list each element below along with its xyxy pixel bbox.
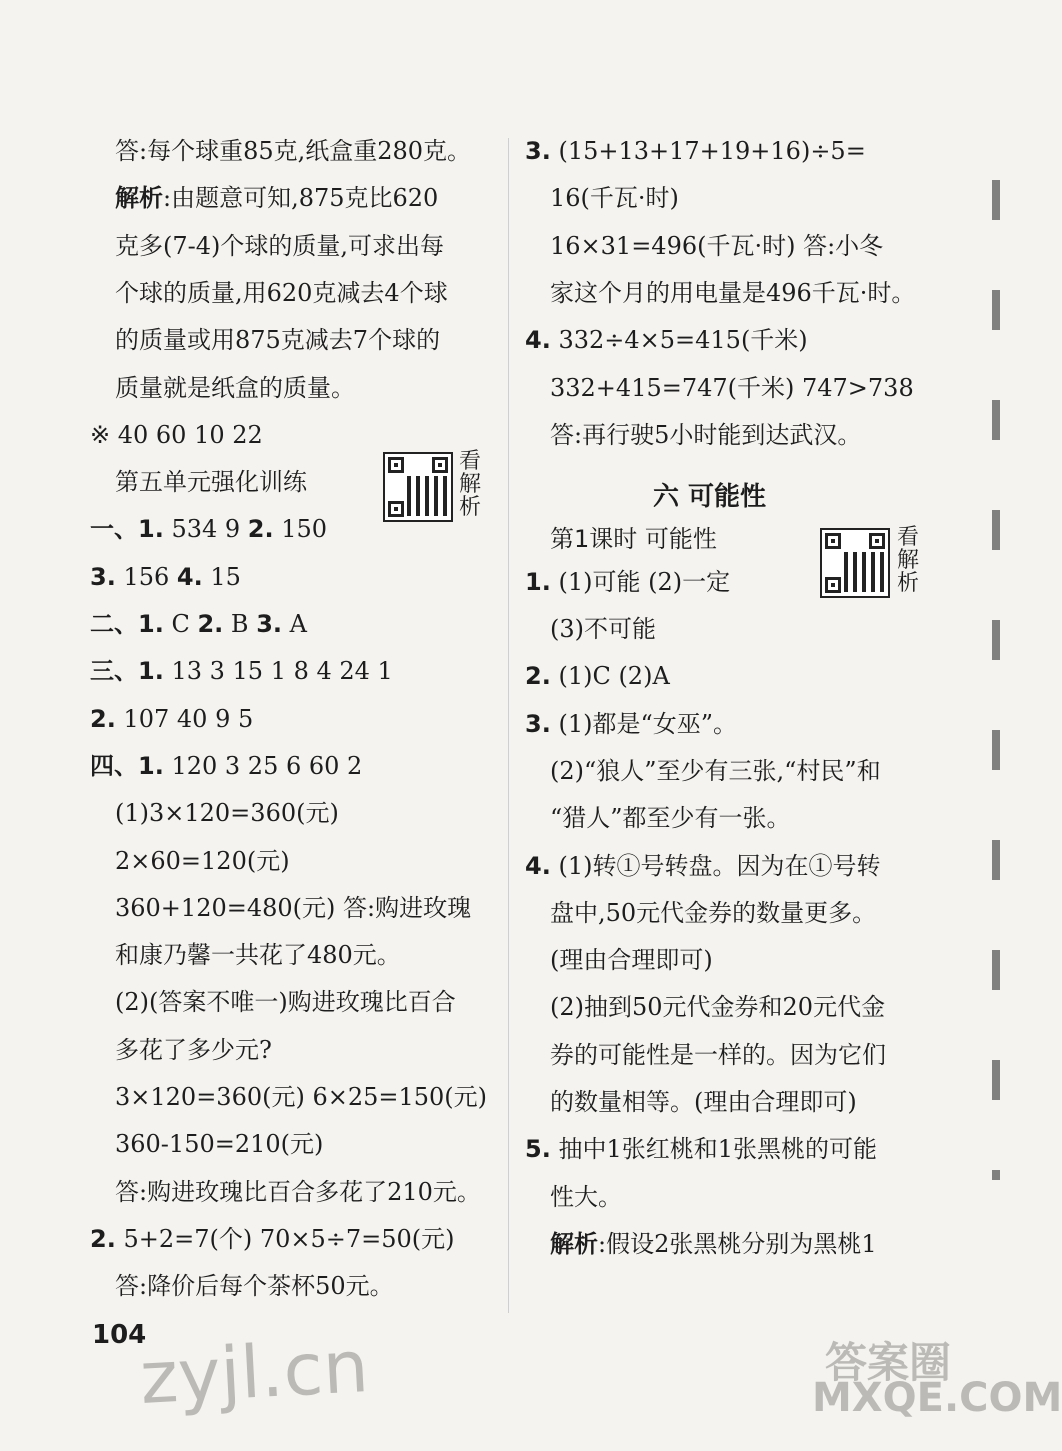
answer-line bbox=[90, 1270, 394, 1302]
line-text: 332+415=747(千米) 747>738 bbox=[550, 374, 914, 402]
answer-line bbox=[90, 939, 401, 971]
line-text: 360+120=480(元) 答:购进玫瑰 bbox=[115, 894, 472, 922]
answer-line bbox=[525, 1039, 886, 1071]
answer-line bbox=[525, 566, 730, 598]
item-number: 4. bbox=[525, 852, 551, 880]
qr-label: 看解析 bbox=[458, 449, 481, 520]
watermark-daanquan: 答案圈 bbox=[825, 1338, 952, 1387]
answer-line bbox=[525, 1086, 857, 1118]
answer-line bbox=[90, 608, 307, 640]
answer-line bbox=[525, 1228, 877, 1260]
line-text: 和康乃馨一共花了480元。 bbox=[115, 941, 401, 969]
line-text: C bbox=[163, 610, 198, 638]
item-number: 3. bbox=[525, 137, 551, 165]
line-text: B bbox=[223, 610, 257, 638]
line-text: (1)可能 (2)一定 bbox=[550, 568, 731, 596]
answer-line bbox=[90, 372, 355, 404]
item-number: 解析 bbox=[550, 1230, 598, 1258]
line-text: 第1课时 可能性 bbox=[550, 525, 717, 553]
item-number: 2. bbox=[247, 515, 274, 543]
answer-line bbox=[90, 561, 241, 593]
item-number: 5. bbox=[525, 1135, 551, 1163]
line-text: (2)“狼人”至少有三张,“村民”和 bbox=[550, 757, 881, 785]
item-number: 解析 bbox=[115, 184, 163, 212]
item-number: 3. bbox=[525, 710, 551, 738]
answer-line bbox=[90, 1223, 455, 1255]
subsection-title bbox=[90, 466, 307, 498]
answer-line bbox=[90, 655, 393, 687]
line-text: 券的可能性是一样的。因为它们 bbox=[550, 1041, 886, 1069]
item-number: 1. bbox=[525, 568, 551, 596]
item-number: 2. bbox=[525, 662, 551, 690]
answer-line bbox=[90, 703, 253, 735]
line-text: 120 3 25 6 60 2 bbox=[163, 752, 363, 780]
answer-line bbox=[90, 419, 263, 451]
line-text: 抽中1张红桃和1张黑桃的可能 bbox=[550, 1135, 877, 1163]
watermark-mxqe: MXQE.COM bbox=[812, 1375, 1062, 1421]
line-text: 534 9 bbox=[163, 515, 248, 543]
line-text: (15+13+17+19+16)÷5= bbox=[550, 137, 866, 165]
line-text: 360-150=210(元) bbox=[115, 1130, 324, 1158]
line-text: 六 可能性 bbox=[653, 482, 767, 512]
line-text: (1)C (2)A bbox=[550, 662, 670, 690]
answer-line bbox=[525, 324, 808, 356]
qr-code-icon[interactable] bbox=[820, 528, 890, 598]
line-text: 13 3 15 1 8 4 24 1 bbox=[163, 657, 393, 685]
line-text: (2)抽到50元代金券和20元代金 bbox=[550, 993, 886, 1021]
item-number: 二、1. bbox=[90, 610, 164, 638]
line-text: 盘中,50元代金券的数量更多。 bbox=[550, 899, 877, 927]
line-text: 16×31=496(千瓦·时) 答:小冬 bbox=[550, 232, 884, 260]
answer-line bbox=[525, 802, 791, 834]
answer-line bbox=[525, 135, 866, 167]
line-text: 的质量或用875克减去7个球的 bbox=[115, 326, 441, 354]
line-text: 2×60=120(元) bbox=[115, 847, 290, 875]
watermark-zyjl: zyjl.cn bbox=[137, 1324, 371, 1420]
answer-line bbox=[90, 845, 290, 877]
line-text: 个球的质量,用620克减去4个球 bbox=[115, 279, 448, 307]
item-number: 4. bbox=[176, 563, 203, 591]
item-number: 3. bbox=[256, 610, 283, 638]
answer-line bbox=[525, 277, 915, 309]
section-heading bbox=[653, 481, 766, 513]
answer-line bbox=[525, 944, 713, 976]
line-text: (1)都是“女巫”。 bbox=[550, 710, 737, 738]
answer-line bbox=[90, 986, 456, 1018]
item-number: 2. bbox=[90, 705, 116, 733]
answer-line bbox=[90, 1034, 272, 1066]
line-text: 的数量相等。(理由合理即可) bbox=[550, 1088, 857, 1116]
answer-line bbox=[525, 991, 885, 1023]
line-text: 答:每个球重85克,纸盒重280克。 bbox=[115, 137, 472, 165]
answer-line bbox=[525, 1133, 877, 1165]
answer-line bbox=[525, 613, 656, 645]
line-text: 3×120=360(元) 6×25=150(元) bbox=[115, 1083, 488, 1111]
line-text: 16(千瓦·时) bbox=[550, 184, 679, 212]
line-text: 答:降价后每个茶杯50元。 bbox=[115, 1272, 394, 1300]
line-text: (理由合理即可) bbox=[550, 946, 713, 974]
subsection-title bbox=[525, 523, 717, 555]
line-text: 质量就是纸盒的质量。 bbox=[115, 374, 355, 402]
answer-line bbox=[525, 850, 880, 882]
line-text: (1)转①号转盘。因为在①号转 bbox=[550, 852, 881, 880]
line-text: 答:购进玫瑰比百合多花了210元。 bbox=[115, 1178, 481, 1206]
line-text: 多花了多少元? bbox=[115, 1036, 272, 1064]
answer-line bbox=[90, 797, 339, 829]
item-number: 3. bbox=[90, 563, 116, 591]
column-divider bbox=[508, 138, 509, 1313]
line-text: 15 bbox=[202, 563, 241, 591]
line-text: 家这个月的用电量是496千瓦·时。 bbox=[550, 279, 916, 307]
line-text: “猎人”都至少有一张。 bbox=[550, 804, 791, 832]
answer-line bbox=[90, 230, 444, 262]
answer-line bbox=[90, 892, 471, 924]
answer-line bbox=[525, 1181, 622, 1213]
line-text: 性大。 bbox=[550, 1183, 622, 1211]
answer-line bbox=[525, 755, 881, 787]
line-text: :由题意可知,875克比620 bbox=[163, 184, 439, 212]
line-text: 107 40 9 5 bbox=[115, 705, 254, 733]
answer-line bbox=[525, 708, 737, 740]
line-text: 克多(7-4)个球的质量,可求出每 bbox=[115, 232, 445, 260]
item-number: 三、1. bbox=[90, 657, 164, 685]
answer-line bbox=[525, 419, 861, 451]
answer-line bbox=[90, 1081, 487, 1113]
line-text: :假设2张黑桃分别为黑桃1 bbox=[598, 1230, 877, 1258]
line-text: 5+2=7(个) 70×5÷7=50(元) bbox=[115, 1225, 455, 1253]
answer-line bbox=[525, 182, 679, 214]
qr-label: 看解析 bbox=[896, 525, 919, 596]
line-text: 第五单元强化训练 bbox=[115, 468, 307, 496]
answer-line bbox=[90, 135, 471, 167]
answer-line bbox=[525, 230, 883, 262]
line-text: 答:再行驶5小时能到达武汉。 bbox=[550, 421, 862, 449]
answer-line bbox=[90, 1176, 481, 1208]
answer-line bbox=[525, 660, 670, 692]
item-number: 2. bbox=[90, 1225, 116, 1253]
page-number: 104 bbox=[92, 1320, 147, 1350]
answer-line bbox=[525, 897, 876, 929]
answer-line bbox=[90, 513, 327, 545]
item-number: 四、1. bbox=[90, 752, 164, 780]
answer-line bbox=[90, 324, 440, 356]
line-text: 332÷4×5=415(千米) bbox=[550, 326, 808, 354]
answer-line bbox=[90, 750, 362, 782]
line-text: (2)(答案不唯一)购进玫瑰比百合 bbox=[115, 988, 456, 1016]
item-number: 4. bbox=[525, 326, 551, 354]
page-edge-shadow bbox=[992, 180, 1000, 1180]
answer-line bbox=[90, 1128, 323, 1160]
item-number: 2. bbox=[197, 610, 224, 638]
line-text: (3)不可能 bbox=[550, 615, 656, 643]
line-text: 156 bbox=[115, 563, 177, 591]
answer-line bbox=[525, 372, 914, 404]
answer-line bbox=[90, 277, 448, 309]
item-number: 一、1. bbox=[90, 515, 164, 543]
line-text: 150 bbox=[273, 515, 328, 543]
line-text: A bbox=[282, 610, 307, 638]
qr-code-icon[interactable] bbox=[383, 452, 453, 522]
answer-line bbox=[90, 182, 438, 214]
line-text: (1)3×120=360(元) bbox=[115, 799, 339, 827]
line-text: ※ 40 60 10 22 bbox=[90, 421, 263, 449]
